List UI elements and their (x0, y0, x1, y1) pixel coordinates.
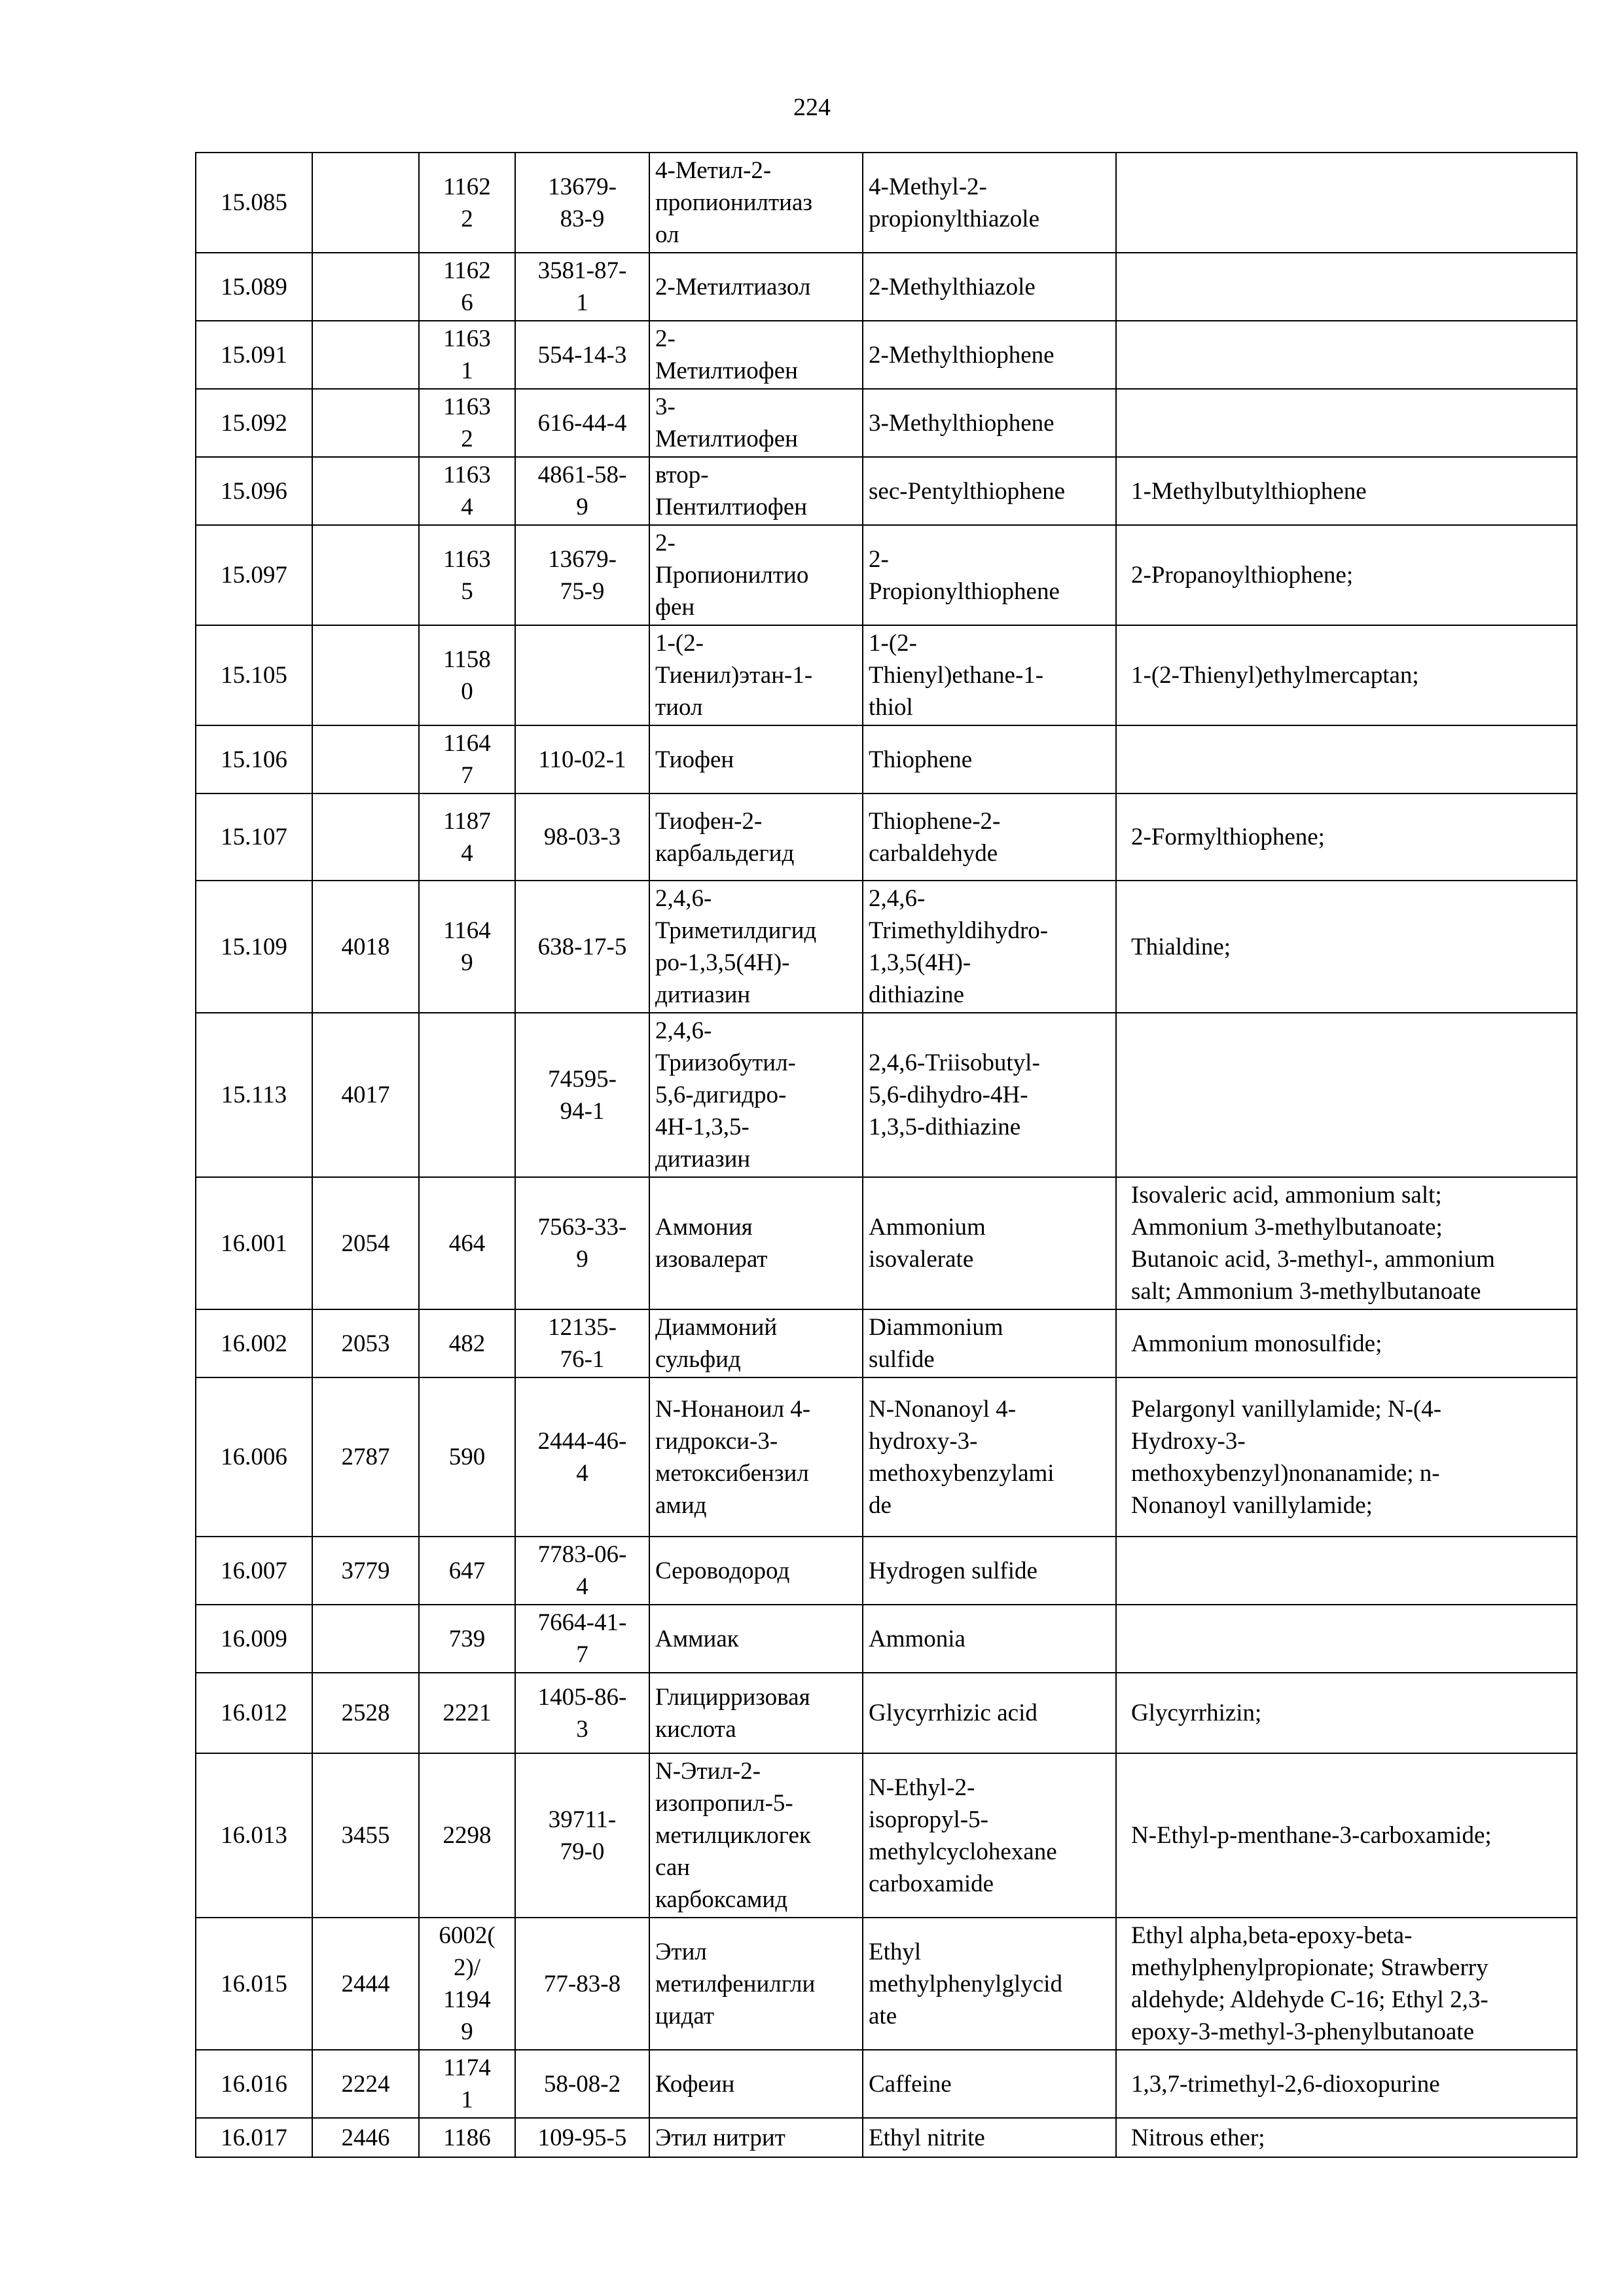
cell-english-name: Ethyl nitrite (863, 2118, 1116, 2157)
cell-fl-number: 15.092 (196, 389, 312, 457)
cell-fl-number: 16.009 (196, 1605, 312, 1673)
cell-english-name: sec-Pentylthiophene (863, 457, 1116, 525)
cell-cas-number: 74595- 94-1 (515, 1013, 649, 1177)
table-row (196, 253, 1577, 321)
cell-cas-number: 3581-87- 1 (515, 253, 649, 321)
cell-jecfa-number (312, 725, 419, 793)
cell-synonyms (1116, 1013, 1577, 1177)
cell-jecfa-number: 2224 (312, 2050, 419, 2118)
cell-russian-name: N-Нонаноил 4- гидрокси-3- метоксибензил амид (649, 1377, 863, 1537)
cell-russian-name: 1-(2- Тиенил)этан-1- тиол (649, 625, 863, 725)
cell-russian-name: 3- Метилтиофен (649, 389, 863, 457)
cell-jecfa-number (312, 321, 419, 389)
table-row (196, 625, 1577, 725)
cell-russian-name: Кофеин (649, 2050, 863, 2118)
cell-jecfa-number (312, 153, 419, 253)
cell-synonyms (1116, 253, 1577, 321)
cell-synonyms: 2-Formylthiophene; (1116, 793, 1577, 881)
table-row (196, 525, 1577, 625)
cell-english-name: 2,4,6- Trimethyldihydro- 1,3,5(4H)- dithiazine (863, 881, 1116, 1013)
cell-russian-name: 2-Метилтиазол (649, 253, 863, 321)
cell-cas-number: 2444-46- 4 (515, 1377, 649, 1537)
cell-russian-name: Аммиак (649, 1605, 863, 1673)
cell-synonyms (1116, 389, 1577, 457)
table-row (196, 881, 1577, 1013)
cell-coe-number: 482 (419, 1309, 515, 1377)
substance-table-container (195, 152, 1576, 2158)
cell-english-name: 4-Methyl-2- propionylthiazole (863, 153, 1116, 253)
table-row (196, 1013, 1577, 1177)
cell-fl-number: 16.017 (196, 2118, 312, 2157)
table-row (196, 793, 1577, 881)
cell-coe-number: 1163 1 (419, 321, 515, 389)
cell-english-name: Diammonium sulfide (863, 1309, 1116, 1377)
flavouring-substances-table (195, 152, 1578, 2158)
cell-cas-number: 109-95-5 (515, 2118, 649, 2157)
cell-english-name: Glycyrrhizic acid (863, 1673, 1116, 1753)
cell-fl-number: 16.012 (196, 1673, 312, 1753)
cell-cas-number: 39711- 79-0 (515, 1753, 649, 1918)
cell-synonyms: N-Ethyl-p-menthane-3-carboxamide; (1116, 1753, 1577, 1918)
cell-synonyms: 1,3,7-trimethyl-2,6-dioxopurine (1116, 2050, 1577, 2118)
cell-english-name: 2-Methylthiophene (863, 321, 1116, 389)
cell-cas-number: 7664-41- 7 (515, 1605, 649, 1673)
cell-english-name: 3-Methylthiophene (863, 389, 1116, 457)
table-row (196, 1605, 1577, 1673)
cell-fl-number: 16.001 (196, 1177, 312, 1309)
cell-cas-number: 12135- 76-1 (515, 1309, 649, 1377)
table-row (196, 389, 1577, 457)
cell-coe-number: 1187 4 (419, 793, 515, 881)
table-row (196, 1377, 1577, 1537)
cell-coe-number: 1164 9 (419, 881, 515, 1013)
cell-cas-number: 638-17-5 (515, 881, 649, 1013)
table-body (196, 153, 1577, 2157)
cell-jecfa-number: 2528 (312, 1673, 419, 1753)
cell-cas-number: 58-08-2 (515, 2050, 649, 2118)
cell-jecfa-number: 4017 (312, 1013, 419, 1177)
cell-fl-number: 15.091 (196, 321, 312, 389)
cell-cas-number: 616-44-4 (515, 389, 649, 457)
cell-coe-number: 1174 1 (419, 2050, 515, 2118)
cell-russian-name: 2- Метилтиофен (649, 321, 863, 389)
cell-fl-number: 15.109 (196, 881, 312, 1013)
cell-synonyms: Glycyrrhizin; (1116, 1673, 1577, 1753)
cell-fl-number: 16.015 (196, 1918, 312, 2050)
cell-fl-number: 16.002 (196, 1309, 312, 1377)
cell-coe-number: 1163 2 (419, 389, 515, 457)
cell-coe-number: 6002( 2)/ 1194 9 (419, 1918, 515, 2050)
cell-english-name: 1-(2- Thienyl)ethane-1- thiol (863, 625, 1116, 725)
cell-fl-number: 15.096 (196, 457, 312, 525)
cell-jecfa-number: 2446 (312, 2118, 419, 2157)
cell-russian-name: Диаммоний сульфид (649, 1309, 863, 1377)
cell-synonyms: 1-Methylbutylthiophene (1116, 457, 1577, 525)
cell-coe-number: 739 (419, 1605, 515, 1673)
cell-jecfa-number: 2444 (312, 1918, 419, 2050)
cell-jecfa-number: 3455 (312, 1753, 419, 1918)
cell-cas-number: 13679- 75-9 (515, 525, 649, 625)
table-row (196, 321, 1577, 389)
cell-fl-number: 16.016 (196, 2050, 312, 2118)
cell-jecfa-number: 2054 (312, 1177, 419, 1309)
cell-coe-number: 1162 2 (419, 153, 515, 253)
cell-fl-number: 16.013 (196, 1753, 312, 1918)
cell-russian-name: втор- Пентилтиофен (649, 457, 863, 525)
cell-russian-name: 2- Пропионилтио фен (649, 525, 863, 625)
cell-russian-name: Аммония изовалерат (649, 1177, 863, 1309)
cell-fl-number: 15.097 (196, 525, 312, 625)
table-row (196, 2118, 1577, 2157)
cell-coe-number (419, 1013, 515, 1177)
table-row (196, 1537, 1577, 1605)
table-row (196, 457, 1577, 525)
cell-fl-number: 15.113 (196, 1013, 312, 1177)
cell-coe-number: 1162 6 (419, 253, 515, 321)
cell-russian-name: 4-Метил-2- пропионилтиаз ол (649, 153, 863, 253)
cell-cas-number: 13679- 83-9 (515, 153, 649, 253)
cell-synonyms: Thialdine; (1116, 881, 1577, 1013)
cell-synonyms: 2-Propanoylthiophene; (1116, 525, 1577, 625)
cell-jecfa-number (312, 253, 419, 321)
cell-coe-number: 464 (419, 1177, 515, 1309)
cell-synonyms (1116, 153, 1577, 253)
cell-jecfa-number (312, 457, 419, 525)
cell-english-name: N-Nonanoyl 4- hydroxy-3- methoxybenzylami de (863, 1377, 1116, 1537)
cell-english-name: 2- Propionylthiophene (863, 525, 1116, 625)
cell-synonyms: Pelargonyl vanillylamide; N-(4- Hydroxy-3- methoxybenzyl)nonanamide; n- Nonanoyl vanillylamide; (1116, 1377, 1577, 1537)
table-row (196, 1753, 1577, 1918)
cell-fl-number: 16.007 (196, 1537, 312, 1605)
cell-fl-number: 15.107 (196, 793, 312, 881)
cell-english-name: Thiophene (863, 725, 1116, 793)
cell-cas-number: 77-83-8 (515, 1918, 649, 2050)
cell-cas-number: 1405-86- 3 (515, 1673, 649, 1753)
cell-english-name: Ethyl methylphenylglycid ate (863, 1918, 1116, 2050)
cell-russian-name: 2,4,6- Триметилдигид ро-1,3,5(4H)- дитиазин (649, 881, 863, 1013)
cell-synonyms: 1-(2-Thienyl)ethylmercaptan; (1116, 625, 1577, 725)
cell-synonyms (1116, 1605, 1577, 1673)
cell-russian-name: Этил метилфенилгли цидат (649, 1918, 863, 2050)
cell-synonyms: Isovaleric acid, ammonium salt; Ammonium 3-methylbutanoate; Butanoic acid, 3-methyl-, ammonium salt; Ammonium 3-methylbutanoate (1116, 1177, 1577, 1309)
cell-jecfa-number: 2053 (312, 1309, 419, 1377)
cell-cas-number: 110-02-1 (515, 725, 649, 793)
cell-coe-number: 2298 (419, 1753, 515, 1918)
cell-fl-number: 15.105 (196, 625, 312, 725)
cell-fl-number: 16.006 (196, 1377, 312, 1537)
cell-cas-number: 7563-33- 9 (515, 1177, 649, 1309)
cell-coe-number: 1163 5 (419, 525, 515, 625)
cell-cas-number (515, 625, 649, 725)
table-row (196, 1177, 1577, 1309)
table-row (196, 725, 1577, 793)
cell-coe-number: 2221 (419, 1673, 515, 1753)
cell-russian-name: Сероводород (649, 1537, 863, 1605)
cell-cas-number: 98-03-3 (515, 793, 649, 881)
cell-coe-number: 1158 0 (419, 625, 515, 725)
cell-coe-number: 1163 4 (419, 457, 515, 525)
cell-cas-number: 7783-06- 4 (515, 1537, 649, 1605)
cell-synonyms: Nitrous ether; (1116, 2118, 1577, 2157)
cell-synonyms: Ammonium monosulfide; (1116, 1309, 1577, 1377)
cell-jecfa-number (312, 793, 419, 881)
table-row (196, 1309, 1577, 1377)
table-row (196, 1673, 1577, 1753)
table-row (196, 153, 1577, 253)
cell-jecfa-number: 4018 (312, 881, 419, 1013)
cell-fl-number: 15.089 (196, 253, 312, 321)
cell-russian-name: Тиофен (649, 725, 863, 793)
cell-coe-number: 1164 7 (419, 725, 515, 793)
cell-coe-number: 1186 (419, 2118, 515, 2157)
cell-english-name: N-Ethyl-2- isopropyl-5- methylcyclohexane carboxamide (863, 1753, 1116, 1918)
table-row (196, 2050, 1577, 2118)
cell-english-name: Caffeine (863, 2050, 1116, 2118)
cell-jecfa-number: 2787 (312, 1377, 419, 1537)
cell-synonyms: Ethyl alpha,beta-epoxy-beta- methylphenylpropionate; Strawberry aldehyde; Aldehyde C-16; Ethyl 2,3- epoxy-3-methyl-3-phenylbutanoate (1116, 1918, 1577, 2050)
cell-synonyms (1116, 1537, 1577, 1605)
page-number: 224 (793, 94, 831, 121)
cell-jecfa-number (312, 525, 419, 625)
cell-synonyms (1116, 321, 1577, 389)
cell-cas-number: 554-14-3 (515, 321, 649, 389)
cell-russian-name: Глицирризовая кислота (649, 1673, 863, 1753)
table-row (196, 1918, 1577, 2050)
cell-english-name: Hydrogen sulfide (863, 1537, 1116, 1605)
cell-synonyms (1116, 725, 1577, 793)
cell-english-name: Ammonia (863, 1605, 1116, 1673)
cell-jecfa-number (312, 389, 419, 457)
cell-coe-number: 590 (419, 1377, 515, 1537)
cell-coe-number: 647 (419, 1537, 515, 1605)
cell-english-name: 2,4,6-Triisobutyl- 5,6-dihydro-4H- 1,3,5-dithiazine (863, 1013, 1116, 1177)
cell-english-name: Ammonium isovalerate (863, 1177, 1116, 1309)
cell-russian-name: Этил нитрит (649, 2118, 863, 2157)
cell-russian-name: 2,4,6- Триизобутил- 5,6-дигидро- 4H-1,3,5- дитиазин (649, 1013, 863, 1177)
cell-jecfa-number: 3779 (312, 1537, 419, 1605)
cell-english-name: 2-Methylthiazole (863, 253, 1116, 321)
cell-russian-name: N-Этил-2- изопропил-5- метилциклогек сан карбоксамид (649, 1753, 863, 1918)
cell-jecfa-number (312, 1605, 419, 1673)
cell-english-name: Thiophene-2- carbaldehyde (863, 793, 1116, 881)
cell-cas-number: 4861-58- 9 (515, 457, 649, 525)
cell-fl-number: 15.085 (196, 153, 312, 253)
cell-fl-number: 15.106 (196, 725, 312, 793)
cell-jecfa-number (312, 625, 419, 725)
cell-russian-name: Тиофен-2- карбальдегид (649, 793, 863, 881)
